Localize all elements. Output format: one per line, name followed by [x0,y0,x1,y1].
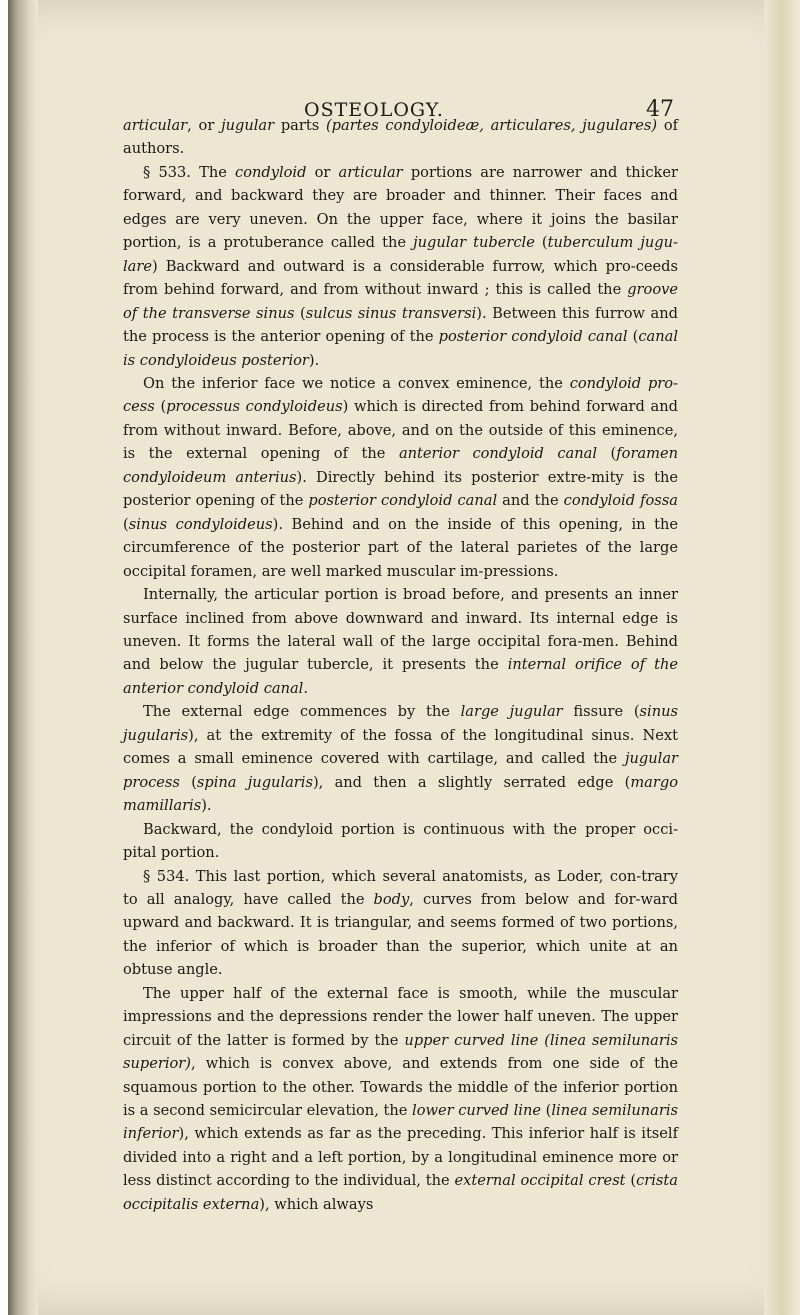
italic-term: spina jugularis [196,773,313,791]
page-edge [764,0,800,1315]
italic-term: internal orifice of the anterior condyloid canal. [123,656,678,697]
body-text [123,114,678,1216]
text-run: ). Between this furrow and the process is the anterior opening of the [123,304,678,346]
text-run: ) Backward and outward is a considerable furrow, which pro-ceeds from behind forward, and from without inward ; this is called the [123,257,678,299]
italic-term: lower curved line [412,1102,542,1120]
paragraph-continuation [123,114,678,161]
italic-term: groove of the transverse sinus [123,281,678,322]
text-run: ). Behind and on the inside of this opening, in the circumference of the posterior part of the lateral parietes of the large occipital foramen, are well marked muscular im-pressions. [123,515,678,580]
paragraph-533 [123,161,678,372]
paragraph-inferior-face [123,372,678,583]
italic-term: jugular [221,117,275,134]
running-title: OSTEOLOGY. [304,99,444,121]
paragraph-upper-half [123,982,678,1217]
italic-term: upper curved line (linea semilunaris superior) [123,1031,678,1073]
text-run: ( [597,445,617,463]
text-run: Backward, the condyloid portion is continuous with the proper occi-pital portion. [123,820,678,862]
italic-term: articular [123,117,188,134]
italic-term: sinus condyloideus [128,515,273,533]
text-run: ), at the extremity of the fossa of the longitudinal sinus. Next comes a small eminence covered with cartilage, and called the [123,726,678,768]
paragraph-external-edge [123,700,678,817]
italic-term: jugular process [123,750,678,791]
text-run: Internally, the articular portion is broad before, and presents an inner surface inclined from above downward and inward. Its internal edge is uneven. It forms the lateral wall of the large occipital fora-men. Behind and below the jugular tubercle, it presents the [123,586,678,674]
italic-term: sulcus sinus transversi [305,304,477,322]
italic-term: body [373,890,410,908]
text-run: ), which extends as far as the preceding. This inferior half is itself divided into a right and a left portion, by a longitudinal eminence more or less distinct according to the individual, the [123,1125,678,1190]
text-run: ), which always [259,1195,374,1213]
italic-term: posterior condyloid canal [308,492,498,510]
text-run: § 534. This last portion, which several anatomists, as Loder, con-trary to all analogy, have called the [123,867,678,908]
page-gutter-shadow [8,0,38,1315]
text-run: ( [627,328,639,346]
text-run: ( [123,515,129,533]
text-run: ( [154,398,167,416]
italic-term: external occipital crest [454,1172,626,1190]
paragraph-backward [123,818,678,865]
text-run: ( [625,1172,637,1190]
italic-term: foramen condyloideum anterius [123,445,678,486]
text-run: ). [308,351,320,369]
text-run: ), and then a slightly serrated edge ( [312,773,631,791]
text-run: ( [541,1102,552,1120]
italic-term: anterior condyloid canal [398,445,598,463]
italic-term: large jugular [460,703,563,721]
italic-term: jugular tubercle [413,234,535,252]
text-run: , which is convex above, and extends from one side of the squamous portion to the other. Towards the middle of the inferior portion is a second semicircular elevation, the [123,1055,678,1120]
text-run: fissure ( [562,703,640,721]
text-run: , or [187,117,222,134]
italic-term: crista occipitalis externa [123,1172,678,1213]
text-run: and the [497,492,564,510]
italic-term: processus condyloideus [166,398,343,416]
text-run: parts [274,117,326,134]
text-run: The external edge commences by the [143,703,461,721]
text-run: or [306,163,339,181]
italic-term: sinus jugularis [123,703,678,744]
italic-term: condyloid fossa [563,492,678,510]
text-run: On the inferior face we notice a convex eminence, the [143,374,570,392]
text-run: portions are narrower and thicker forward, and backward they are broader and thinner. Their faces and edges are very uneven. On the upper face, where it joins the basilar portion, is a protuberance called the [123,163,679,252]
italic-term: tuberculum jugu-lare [123,234,678,275]
text-run: The upper half of the external face is smooth, while the muscular impressions and the depressions render the lower half uneven. The upper circuit of the latter is formed by the [123,984,678,1049]
text-run: ( [294,304,306,322]
italic-term: linea semilunaris inferior [123,1102,679,1143]
italic-term: canal is condyloideus posterior [123,328,678,369]
text-run: ) which is directed from behind forward and from without inward. Before, above, and on the outside of this eminence, is the external opening of the [123,398,678,463]
italic-term: condyloid pro-cess [123,374,678,416]
italic-term: condyloid [235,163,307,181]
text-run: , curves from below and for-ward upward and backward. It is triangular, and seems formed of two portions, the inferior of which is broader than the superior, which unite at an obtuse angle. [123,890,678,979]
italic-term: posterior condyloid canal [438,328,628,346]
italic-term: (partes condyloideæ, articulares, jugulares) [325,117,658,134]
text-run: ( [179,773,197,791]
text-run: of authors. [123,117,679,158]
text-run: ( [534,234,548,252]
page-number: 47 [646,97,674,122]
paragraph-534 [123,865,678,982]
text-run: § 533. The [143,163,236,181]
italic-term: margo mamillaris [123,773,678,815]
text-run: ). [201,797,212,815]
italic-term: articular [338,163,403,181]
text-run: ). Directly behind its posterior extre-mity is the posterior opening of the [123,468,678,510]
paragraph-internally [123,583,678,700]
